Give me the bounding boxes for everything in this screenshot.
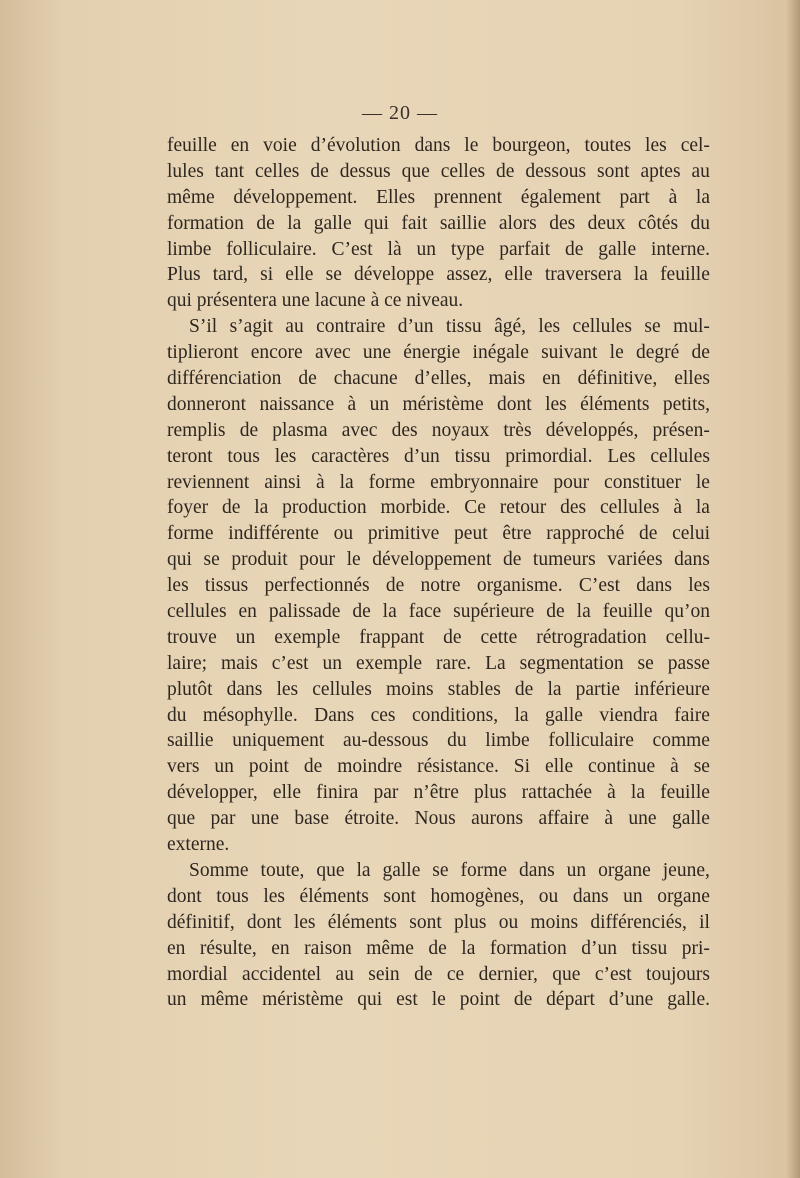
text-line: cellules en palissade de la face supérieure de la feuille qu’on	[167, 601, 710, 623]
text-line: du mésophylle. Dans ces conditions, la galle viendra faire	[167, 704, 710, 726]
text-line: qui se produit pour le développement de tumeurs variées dans	[167, 549, 710, 571]
text-line: lules tant celles de dessus que celles de dessous sont aptes au	[167, 160, 710, 182]
text-line: laire; mais c’est un exemple rare. La segmentation se passe	[167, 652, 710, 674]
text-line: développer, elle finira par n’être plus rattachée à la feuille	[167, 782, 710, 804]
text-line: forme indifférente ou primitive peut être rapproché de celui	[167, 523, 710, 545]
text-line: que par une base étroite. Nous aurons affaire à une galle	[167, 808, 710, 830]
text-line: saillie uniquement au-dessous du limbe folliculaire comme	[167, 730, 710, 752]
text-line: même développement. Elles prennent également part à la	[167, 186, 710, 208]
text-line: reviennent ainsi à la forme embryonnaire pour constituer le	[167, 471, 710, 493]
page-number: — 20 —	[362, 102, 438, 124]
text-line: S’il s’agit au contraire d’un tissu âgé, les cellules se mul-	[189, 316, 710, 338]
text-line: Plus tard, si elle se développe assez, elle traversera la feuille	[167, 264, 710, 286]
text-line: en résulte, en raison même de la formation d’un tissu pri-	[167, 937, 710, 959]
text-line: différenciation de chacune d’elles, mais en définitive, elles	[167, 368, 710, 390]
text-line: teront tous les caractères d’un tissu primordial. Les cellules	[167, 445, 710, 467]
text-line: un même méristème qui est le point de départ d’une galle.	[167, 989, 710, 1011]
text-line: trouve un exemple frappant de cette rétrogradation cellu-	[167, 626, 710, 648]
text-line: remplis de plasma avec des noyaux très développés, présen-	[167, 419, 710, 441]
text-line: externe.	[167, 834, 230, 856]
text-line: dont tous les éléments sont homogènes, ou dans un organe	[167, 885, 710, 907]
text-line: donneront naissance à un méristème dont les éléments petits,	[167, 393, 710, 415]
text-line: plutôt dans les cellules moins stables de la partie inférieure	[167, 678, 710, 700]
text-line: feuille en voie d’évolution dans le bourgeon, toutes les cel-	[167, 135, 710, 156]
text-line: définitif, dont les éléments sont plus ou moins différenciés, il	[167, 911, 710, 933]
body-text	[167, 133, 710, 1013]
text-line: formation de la galle qui fait saillie alors des deux côtés du	[167, 212, 710, 234]
text-line: Somme toute, que la galle se forme dans un organe jeune,	[189, 859, 710, 881]
text-line: limbe folliculaire. C’est là un type parfait de galle interne.	[167, 238, 710, 260]
text-line: foyer de la production morbide. Ce retour des cellules à la	[167, 497, 710, 519]
text-line: les tissus perfectionnés de notre organisme. C’est dans les	[167, 575, 710, 597]
text-line: qui présentera une lacune à ce niveau.	[167, 290, 464, 312]
text-line: mordial accidentel au sein de ce dernier, que c’est toujours	[167, 963, 710, 985]
text-line: vers un point de moindre résistance. Si elle continue à se	[167, 756, 710, 778]
text-line: tiplieront encore avec une énergie inégale suivant le degré de	[167, 342, 710, 364]
